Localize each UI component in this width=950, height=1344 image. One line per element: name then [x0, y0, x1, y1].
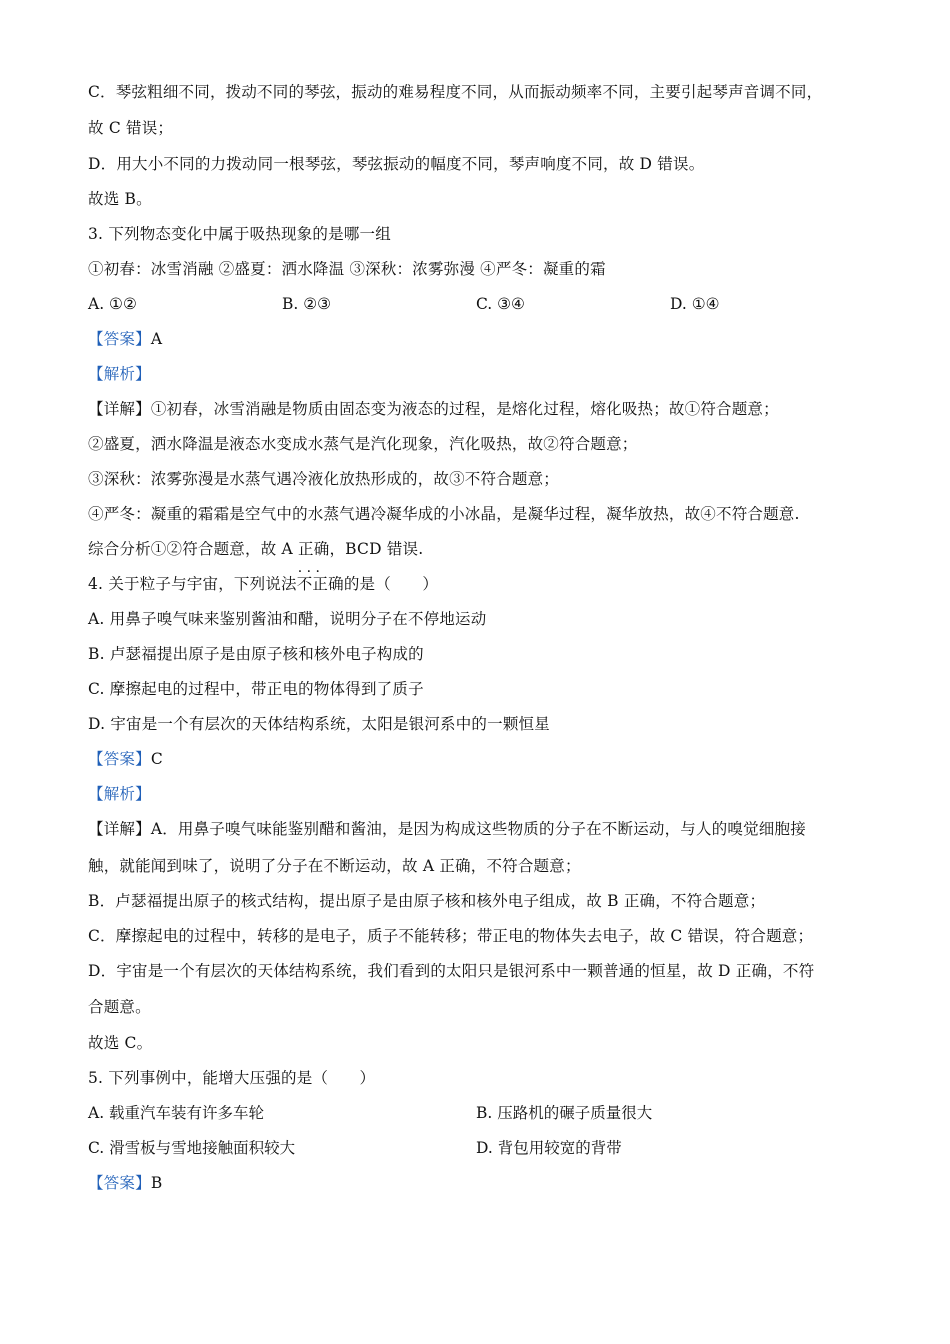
q4-detail-a2: 触，就能闻到味了，说明了分子在不断运动，故 A 正确，不符合题意；	[88, 857, 581, 875]
q4-stem-post: 的是（ ）	[343, 575, 439, 593]
q3-option-a: A. ①②	[88, 295, 137, 313]
q5-stem: 5. 下列事例中，能增大压强的是（ ）	[88, 1069, 376, 1087]
q3-detail-1	[88, 399, 779, 419]
analysis-tag: 【解析】	[88, 365, 151, 383]
q5-option-d: D. 背包用较宽的背带	[476, 1139, 622, 1157]
q2-explanation-c-line2: 故 C 错误；	[88, 119, 174, 137]
q5-answer-value: B	[150, 1174, 163, 1192]
q4-answer-value: C	[150, 750, 163, 768]
detail-tag: 【详解】	[88, 820, 151, 838]
q4-option-c: C. 摩擦起电的过程中，带正电的物体得到了质子	[88, 680, 424, 698]
analysis-tag: 【解析】	[88, 785, 151, 803]
q3-detail-2: ②盛夏，洒水降温是液态水变成水蒸气是汽化现象，汽化吸热，故②符合题意；	[88, 435, 638, 453]
q4-stem-emphasis: · · · 不正确	[297, 574, 344, 594]
q4-answer	[88, 749, 163, 769]
q4-stem	[88, 574, 438, 594]
q3-option-d: D. ①④	[670, 295, 720, 313]
q3-stem: 3. 下列物态变化中属于吸热现象的是哪一组	[88, 225, 391, 243]
q5-option-b: B. 压路机的碾子质量很大	[476, 1104, 653, 1122]
answer-tag: 【答案】	[88, 750, 151, 768]
q2-choice: 故选 B。	[88, 190, 152, 208]
q2-explanation-d: D．用大小不同的力拨动同一根琴弦，琴弦振动的幅度不同，琴声响度不同，故 D 错误。	[88, 155, 705, 173]
answer-tag: 【答案】	[88, 330, 151, 348]
q3-option-c: C. ③④	[476, 295, 525, 313]
q3-answer	[88, 329, 162, 349]
q4-detail-d2: 合题意。	[88, 998, 151, 1016]
q4-option-a: A. 用鼻子嗅气味来鉴别酱油和醋，说明分子在不停地运动	[88, 610, 487, 628]
q3-option-b: B. ②③	[282, 295, 332, 313]
q4-stem-pre: 4. 关于粒子与宇宙，下列说法	[88, 575, 297, 593]
detail-tag: 【详解】	[88, 400, 151, 418]
q3-detail-4: ④严冬：凝重的霜霜是空气中的水蒸气遇冷凝华成的小冰晶，是凝华过程，凝华放热，故④不符合题意.	[88, 505, 800, 523]
q4-detail-c: C．摩擦起电的过程中，转移的是电子，质子不能转移；带正电的物体失去电子，故 C 错误，符合题意；	[88, 927, 814, 945]
q3-detail-5: 综合分析①②符合题意，故 A 正确，BCD 错误.	[88, 540, 424, 558]
q4-choice: 故选 C。	[88, 1034, 153, 1052]
q3-detail-3: ③深秋：浓雾弥漫是水蒸气遇冷液化放热形成的，故③不符合题意；	[88, 470, 560, 488]
q5-option-a: A. 载重汽车装有许多车轮	[88, 1104, 265, 1122]
q4-detail-b: B．卢瑟福提出原子的核式结构，提出原子是由原子核和核外电子组成，故 B 正确，不符合题意；	[88, 892, 766, 910]
q3-answer-value: A	[150, 330, 163, 348]
q5-answer	[88, 1173, 162, 1193]
q4-analysis-heading	[88, 784, 151, 804]
q3-analysis-heading	[88, 364, 151, 384]
q4-detail-d1: D．宇宙是一个有层次的天体结构系统，我们看到的太阳只是银河系中一颗普通的恒星，故 D 正确，不符	[88, 962, 815, 980]
q3-detail-1-text: ①初春，冰雪消融是物质由固态变为液态的过程，是熔化过程，熔化吸热；故①符合题意；	[150, 400, 779, 418]
q3-items: ①初春：冰雪消融 ②盛夏：洒水降温 ③深秋：浓雾弥漫 ④严冬：凝重的霜	[88, 260, 606, 278]
q4-option-d: D. 宇宙是一个有层次的天体结构系统，太阳是银河系中的一颗恒星	[88, 715, 550, 733]
q4-option-b: B. 卢瑟福提出原子是由原子核和核外电子构成的	[88, 645, 424, 663]
q5-option-c: C. 滑雪板与雪地接触面积较大	[88, 1139, 296, 1157]
q4-detail-a1	[88, 819, 806, 839]
q2-explanation-c-line1: C．琴弦粗细不同，拨动不同的琴弦，振动的难易程度不同，从而振动频率不同，主要引起琴声音调不同，	[88, 83, 823, 101]
q4-detail-a1-text: A．用鼻子嗅气味能鉴别醋和酱油，是因为构成这些物质的分子在不断运动，与人的嗅觉细胞接	[150, 820, 806, 838]
answer-tag: 【答案】	[88, 1174, 151, 1192]
